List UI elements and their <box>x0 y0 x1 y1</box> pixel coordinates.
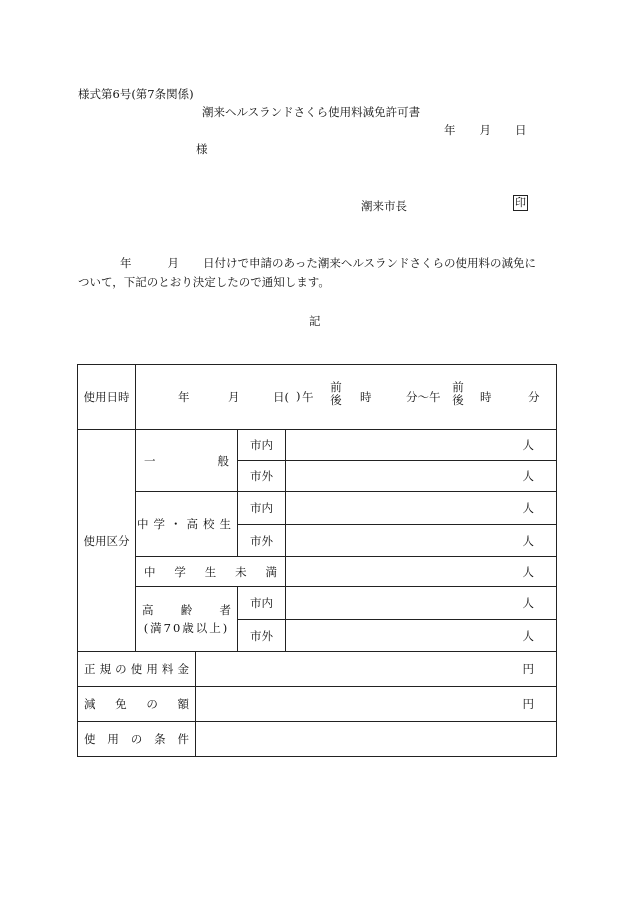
city-in-a: 市 <box>250 438 262 452</box>
date-month: 月 <box>479 123 491 137</box>
issue-date <box>444 122 527 138</box>
general-b: 般 <box>217 453 229 468</box>
hour-1: 時 <box>360 390 372 404</box>
under-jhs-c5: 満 <box>265 564 277 579</box>
body-line-2: ついて，下記のとおり決定したので通知します。 <box>78 275 330 289</box>
minute-2: 分 <box>528 390 540 404</box>
form-number: 様式第6号(第7条関係) <box>78 87 194 101</box>
under-jhs-c3: 生 <box>204 564 217 579</box>
cond-c5: 件 <box>177 732 189 746</box>
yen-unit: 円 <box>196 652 557 687</box>
date-day: 日 <box>515 123 527 137</box>
red-c1: 減 <box>84 697 96 711</box>
body-line-1 <box>120 255 536 271</box>
use-date-row <box>78 365 557 430</box>
fee-c2: 規 <box>99 662 112 676</box>
city-out-cell <box>238 525 286 557</box>
under-jhs-row <box>78 557 557 587</box>
under-jhs-c4: 未 <box>235 564 247 579</box>
fee-c4: 使 <box>130 662 143 676</box>
cond-c3: の <box>130 732 143 746</box>
person-unit: 人 <box>286 525 557 557</box>
city-in-cell <box>238 492 286 525</box>
seal-mark: 印 <box>515 196 526 209</box>
use-date-cell <box>136 365 557 430</box>
conditions-label <box>78 722 196 757</box>
usage-table <box>77 364 557 757</box>
city-out-cell <box>238 461 286 492</box>
cond-c2: 用 <box>107 732 119 746</box>
person-unit: 人 <box>286 620 557 652</box>
fee-c3: の <box>115 662 127 676</box>
body-year: 年 <box>120 256 132 270</box>
regular-fee-row <box>78 652 557 687</box>
fee-c1: 正 <box>84 662 96 676</box>
elderly-city-in-row <box>78 587 557 620</box>
city-out-b: 外 <box>261 628 273 643</box>
city-out-a: 市 <box>250 628 262 643</box>
general-city-in-row <box>78 430 557 461</box>
use-year: 年 <box>178 390 190 404</box>
elderly-c2: 齢 <box>180 603 193 617</box>
elderly-label <box>136 587 238 652</box>
under-jhs-c2: 学 <box>174 564 186 579</box>
fee-c5: 用 <box>146 662 158 676</box>
person-unit: 人 <box>286 492 557 525</box>
city-out-b: 外 <box>261 533 273 548</box>
elderly-c3: 者 <box>219 603 231 617</box>
close-paren: ) <box>296 389 301 403</box>
issuer-name: 潮来市長 <box>361 199 407 213</box>
gogo-1: 午 <box>302 390 314 404</box>
am-pm-2 <box>451 381 465 407</box>
city-out-a: 市 <box>250 533 262 548</box>
red-c3: の <box>146 697 158 711</box>
city-out-b: 外 <box>261 469 273 483</box>
min-to-gogo: 分〜午 <box>406 390 441 404</box>
document-title: 潮来ヘルスランドさくら使用料減免許可書 <box>202 105 421 119</box>
category-label: 使用区分 <box>78 430 136 652</box>
student-label <box>136 492 238 557</box>
use-day-paren: 日( <box>273 390 289 404</box>
hour-2: 時 <box>480 390 492 404</box>
am-2: 前 <box>452 380 464 394</box>
addressee-honorific: 様 <box>196 142 208 156</box>
elderly-age-note: (満70歳以上) <box>143 621 230 635</box>
student-text: 中学・高校生 <box>137 517 236 531</box>
use-date-label: 使用日時 <box>78 365 136 430</box>
student-city-in-row <box>78 492 557 525</box>
fee-c6: 料 <box>161 662 174 676</box>
body-line-1-text: 日付けで申請のあった潮来ヘルスランドさくらの使用料の減免に <box>203 256 537 270</box>
conditions-row <box>78 722 557 757</box>
date-year: 年 <box>444 123 456 137</box>
am-pm-1 <box>329 381 343 407</box>
under-jhs-label <box>136 557 286 587</box>
city-in-cell <box>238 430 286 461</box>
city-in-a: 市 <box>250 501 262 515</box>
use-month: 月 <box>228 390 240 404</box>
person-unit: 人 <box>286 430 557 461</box>
general-label <box>136 430 238 492</box>
regular-fee-label <box>78 652 196 687</box>
reduction-label <box>78 687 196 722</box>
city-in-cell <box>238 587 286 620</box>
am-1: 前 <box>330 380 342 394</box>
city-in-b: 内 <box>261 501 273 515</box>
cond-c1: 使 <box>84 732 96 746</box>
general-a: 一 <box>144 453 156 468</box>
city-out-a: 市 <box>250 469 262 483</box>
fee-c7: 金 <box>177 662 189 676</box>
under-jhs-c1: 中 <box>144 564 156 579</box>
city-in-b: 内 <box>261 438 273 452</box>
pm-2: 後 <box>452 393 464 407</box>
cond-c4: 条 <box>154 732 166 746</box>
elderly-c1: 高 <box>142 603 154 617</box>
pm-1: 後 <box>330 393 342 407</box>
conditions-value <box>196 722 557 757</box>
yen-unit: 円 <box>196 687 557 722</box>
body-month: 月 <box>167 256 179 270</box>
city-in-b: 内 <box>261 596 273 610</box>
person-unit: 人 <box>286 557 557 587</box>
ki-heading: 記 <box>309 314 321 328</box>
city-in-a: 市 <box>250 596 262 610</box>
city-out-cell <box>238 620 286 652</box>
red-c2: 免 <box>115 697 127 711</box>
red-c4: 額 <box>177 697 189 711</box>
reduction-row <box>78 687 557 722</box>
person-unit: 人 <box>286 587 557 620</box>
person-unit: 人 <box>286 461 557 492</box>
